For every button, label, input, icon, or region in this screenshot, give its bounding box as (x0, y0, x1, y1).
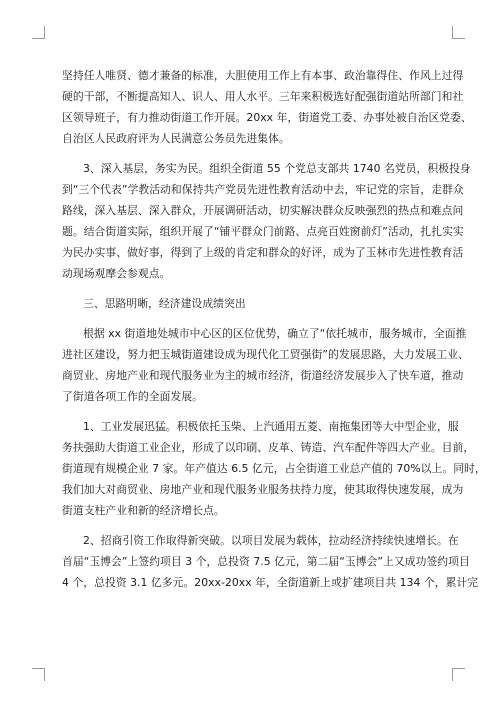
crop-mark-top-left (32, 26, 45, 39)
paragraph (62, 158, 471, 284)
paragraph (62, 530, 479, 593)
text-line: 进社区建设，努力把玉城街道建设成为现代化工贸强街”的发展思路，大力发展工业、 (62, 348, 469, 361)
text-line: 为民办实事、做好事，得到了上级的肯定和群众的好评，成为了玉林市先进性教育活 (62, 246, 464, 259)
paragraph (62, 293, 440, 314)
text-line: 路线，深入基层、深入群众，开展调研活动，切实解决群众反映强烈的热点和难点问 (62, 204, 464, 217)
text-line: 2、招商引资工作取得新突破。以项目发展为载体，拉动经济持续快速增长。在 (83, 534, 459, 547)
crop-mark-bottom-right (452, 668, 465, 681)
paragraph (62, 323, 469, 407)
text-line: 3、深入基层，务实为民。组织全街道 55 个党总支部共 1740 名党员，积极投身 (83, 162, 471, 175)
text-line: 务扶强助大街道工业企业，形成了以印刷、皮革、铸造、汽车配件等四大产业。目前， (62, 441, 475, 454)
text-line: 坚持任人唯贤、德才兼备的标准，大胆使用工作上有本事、政治靠得住、作风上过得 (62, 69, 464, 82)
text-line: 我们加大对商贸业、房地产业和现代服务业服务扶持力度，使其取得快速发展，成为 (62, 483, 464, 496)
crop-mark-bottom-left (32, 668, 45, 681)
paragraph (62, 65, 472, 149)
text-line: 自治区人民政府评为人民满意公务员先进集体。 (62, 132, 290, 145)
text-line: 题。结合街道实际，组织开展了“铺平群众门前路、点亮百姓窗前灯”活动，扎扎实实 (62, 225, 464, 238)
text-line: 1、工业发展迅猛。积极依托玉柴、上汽通用五菱、南拖集团等大中型企业，服 (83, 420, 459, 433)
text-line: 街道支柱产业和新的经济增长点。 (62, 504, 225, 517)
text-line: 4 个，总投资 3.1 亿多元。20xx-20xx 年，全街道新上或扩建项目共 134 个，累计完 (62, 576, 479, 589)
paragraph (62, 416, 486, 521)
text-line: 了街道各项工作的全面发展。 (62, 390, 204, 403)
text-line: 商贸业、房地产业和现代服务业为主的城市经济，街道经济发展步入了快车道，推动 (62, 369, 464, 382)
document-body (62, 65, 486, 602)
text-line: 区领导班子，有力推动街道工作开展。20xx 年，街道党工委、办事处被自治区党委、 (62, 111, 472, 124)
text-line: 街道现有规模企业 7 家。年产值达 6.5 亿元，占全街道工业总产值的 70%以上。同时， (62, 462, 486, 475)
crop-mark-top-right (452, 26, 465, 39)
text-line: 动现场观摩会参观点。 (62, 267, 171, 280)
text-line: 首届“玉博会”上签约项目 3 个，总投资 7.5 亿元，第二届“玉博会”上又成功签约项目 (62, 555, 470, 568)
text-line: 三、思路明晰，经济建设成绩突出 (83, 297, 246, 310)
text-line: 到“三个代表”学教活动和保持共产党员先进性教育活动中去，牢记党的宗旨，走群众 (62, 183, 464, 196)
text-line: 硬的干部，不断提高知人、识人、用人水平。三年来积极选好配强街道站所部门和社 (62, 90, 464, 103)
text-line: 根据 xx 街道地处城市中心区的区位优势，确立了“依托城市，服务城市，全面推 (83, 327, 467, 340)
